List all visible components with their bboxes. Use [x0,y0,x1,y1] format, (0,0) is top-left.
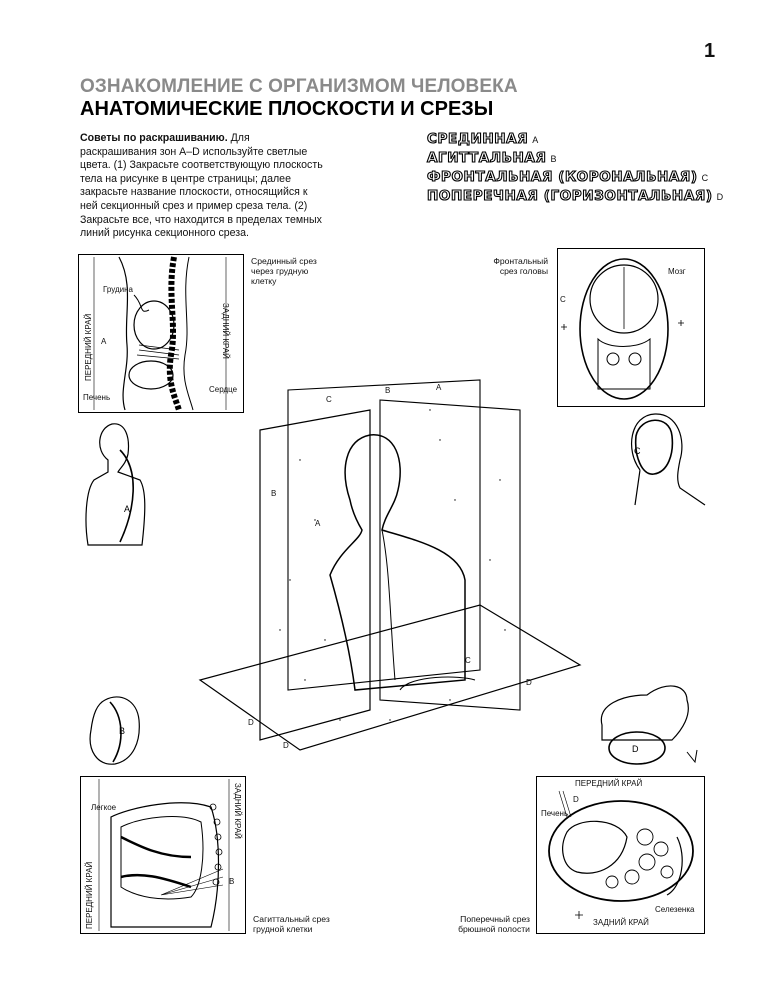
label-letter-d: D [573,795,579,804]
tips-label: Советы по раскрашиванию. [80,132,228,144]
label-anterior: ПЕРЕДНИЙ КРАЙ [84,313,93,381]
transverse-caption [452,914,530,934]
sagittal-section-figure [80,776,246,934]
head-example-drawing [620,410,710,510]
label-liver: Печень [83,393,111,402]
caption-line: срез головы [499,266,548,276]
plane-row-frontal [427,166,727,185]
plane-name: АГИТТАЛЬНАЯ [427,150,547,166]
center-label-b2: B [271,489,277,498]
caption-line: Поперечный срез [460,914,530,924]
transverse-section-figure [536,776,705,934]
plane-row-sagittal [427,147,727,166]
label-posterior: ЗАДНИЙ КРАЙ [593,918,649,927]
page-number: 1 [704,40,716,62]
center-label-a: A [436,383,442,392]
sagittal-caption [253,914,330,934]
stipple-dots [279,409,505,720]
plane-letter: B [550,154,557,164]
caption-line: Фронтальный [493,256,548,266]
label-lung: Легкое [91,803,117,812]
center-label-d: D [526,678,532,687]
caption-line: Срединный срез [251,256,317,266]
caption-line: Сагиттальный срез [253,914,330,924]
label-posterior: ЗАДНИЙ КРАЙ [221,303,230,359]
plane-name: ПОПЕРЕЧНАЯ (ГОРИЗОНТАЛЬНАЯ) [427,188,713,204]
torso-top-example-drawing [592,670,702,770]
planes-3d-drawing [190,380,590,760]
head-letter: C [634,446,641,456]
caption-line: клетку [251,276,277,286]
caption-line: брюшной полости [458,924,530,934]
center-label-c: C [326,395,332,404]
center-label-d2: D [248,718,254,727]
label-letter-a: A [101,337,107,346]
plane-row-median [427,128,727,147]
center-label-d3: D [283,741,289,750]
torso-letter: A [124,504,131,514]
plane-letter: A [532,135,539,145]
label-letter-c: C [560,295,566,304]
label-anterior: ПЕРЕДНИЙ КРАЙ [85,861,94,929]
sagittal-section-drawing [81,777,245,933]
label-anterior: ПЕРЕДНИЙ КРАЙ [575,779,643,788]
median-caption [251,256,317,286]
plane-letter: C [701,173,709,183]
center-label-a2: A [315,519,321,528]
page-title: АНАТОМИЧЕСКИЕ ПЛОСКОСТИ И СРЕЗЫ [80,98,494,120]
label-letter-b: B [229,877,235,886]
plane-name: ФРОНТАЛЬНАЯ (КОРОНАЛЬНАЯ) [427,169,698,185]
head-profile-example-drawing [85,690,145,770]
plane-letter: D [716,192,724,202]
coloring-tips [80,132,325,241]
label-spleen: Селезенка [655,905,695,914]
plane-legend [427,128,727,204]
section-supertitle: ОЗНАКОМЛЕНИЕ С ОРГАНИЗМОМ ЧЕЛОВЕКА [80,76,518,97]
caption-line: через грудную [251,266,309,276]
head-profile-letter: B [119,726,126,736]
label-sternum: Грудина [103,285,133,294]
plane-row-transverse [427,185,727,204]
plane-name: СРЕДИННАЯ [427,131,529,147]
tips-text: Для раскрашивания зон A–D используйте светлые цвета. (1) Закрасьте соответствующую плоскость тела на рисунке в центре страницы; далее закрасьте название плоскости, относящийся к ней секционный срез и пример среза тела. (2) Закрасьте все, что находится в пределах темных линий рисунка секционного среза. [80,132,323,240]
frontal-caption [478,256,548,276]
label-heart: Сердце [209,385,238,394]
torso-example-drawing [80,420,150,550]
torso-top-letter: D [632,744,639,754]
label-liver: Печень [541,809,569,818]
label-posterior: ЗАДНИЙ КРАЙ [233,783,242,839]
caption-line: грудной клетки [253,924,313,934]
center-label-c2: C [465,656,471,665]
label-brain: Мозг [668,267,686,276]
center-label-b: B [385,386,391,395]
